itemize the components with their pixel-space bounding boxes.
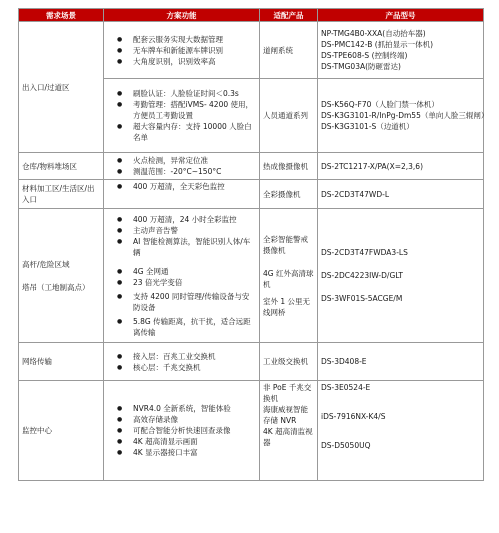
- model-cell: DS-2TC1217-X/PA(X=2,3,6): [318, 153, 484, 180]
- feature-item: ● 无车牌车和新能源车牌识别: [117, 45, 256, 56]
- feature-item: ● 23 倍光学变倍: [117, 277, 256, 288]
- features-cell: [104, 22, 260, 79]
- model-cell: DS-2CD3T47WD-L: [318, 180, 484, 209]
- product-text: 4G 红外高清球机: [263, 268, 314, 289]
- model-cell: [318, 209, 484, 343]
- model-text: iDS-7916NX-K4/S: [321, 412, 386, 421]
- model-text: DS-TMG03A(防砸雷达): [321, 62, 401, 71]
- table-row: [19, 209, 484, 343]
- table-row: [19, 22, 484, 79]
- feature-item: ● 4K 显示器接口丰富: [117, 447, 256, 458]
- model-text: DS-K56Q-F70（人脸门禁一体机）: [321, 100, 439, 109]
- model-text: DS-3WF01S-5ACGE/M: [321, 294, 403, 303]
- feature-item: ● 高效存储录像: [117, 414, 256, 425]
- product-text: 海康威视智能存储 NVR: [263, 405, 308, 425]
- feature-item: ● 核心层：千兆交换机: [117, 362, 256, 373]
- feature-item: ● 可配合智能分析快速回查录像: [117, 425, 256, 436]
- product-table-document: [18, 8, 489, 481]
- feature-item: ● 400 万超清，全天彩色监控: [117, 181, 256, 192]
- table-row: [19, 180, 484, 209]
- feature-item: ● 主动声音告警: [117, 225, 256, 236]
- model-text: DS-2CD3T47FWDA3-LS: [321, 248, 408, 257]
- header-scene: 需求场景: [19, 9, 104, 22]
- model-text: DS-K3G3101-S（边道机）: [321, 122, 414, 131]
- feature-item: ● 5.8G 传输距离，抗干扰，适合远距离传输: [117, 316, 256, 338]
- product-text: 全彩智能警戒摄像机: [263, 234, 308, 255]
- header-product: 适配产品: [260, 9, 318, 22]
- product-cell: 全彩摄像机: [260, 180, 318, 209]
- product-cell: 工业级交换机: [260, 343, 318, 381]
- feature-item: ● 配套云服务实现大数据管理: [117, 34, 256, 45]
- feature-item: ● AI 智能检测算法，智能识别人体/车辆: [117, 236, 256, 258]
- feature-item: ● NVR4.0 全新系统，智能体验: [117, 403, 256, 414]
- feature-item: ● 超大容量内存：支持 10000 人脸白名单: [117, 121, 256, 143]
- model-cell: [318, 381, 484, 481]
- table-header-row: [19, 9, 484, 22]
- features-cell: [104, 381, 260, 481]
- features-cell: [104, 79, 260, 153]
- features-cell: [104, 343, 260, 381]
- header-plan: 方案功能: [104, 9, 260, 22]
- model-text: DS-3E0524-E: [321, 383, 371, 392]
- feature-item: ● 火点检测，异常定位准: [117, 155, 256, 166]
- scene-cell: 网络传输: [19, 343, 104, 381]
- table-row: [19, 343, 484, 381]
- model-cell: [318, 79, 489, 153]
- product-cell: 人员通道系列: [260, 79, 318, 153]
- model-text: DS-D5050UQ: [321, 441, 371, 450]
- header-model: 产品型号: [318, 9, 484, 22]
- product-cell: 道闸系统: [260, 22, 318, 79]
- model-text: DS-PMC142-B (抓拍显示一体机): [321, 40, 434, 49]
- scene-cell: 出入口/过道区: [19, 22, 104, 153]
- feature-item: ● 考勤管理：搭配iVMS- 4200 使用，方便员工考勤设置: [117, 99, 256, 121]
- features-cell: [104, 209, 260, 343]
- scene-text: 塔吊（工地制高点）: [22, 282, 90, 292]
- product-cell: [260, 209, 318, 343]
- scene-text: 高杆/危险区域: [22, 259, 70, 269]
- model-cell: DS-3D408-E: [318, 343, 484, 381]
- scene-cell: [19, 209, 104, 343]
- table-row: [19, 381, 484, 481]
- model-cell: [318, 22, 484, 79]
- feature-item: ● 400 万超清，24 小时全彩监控: [117, 214, 256, 225]
- feature-item: ● 测温范围：-20°C~150°C: [117, 166, 256, 177]
- model-text: DS-2DC4223IW-D/GLT: [321, 271, 403, 280]
- product-table: [18, 8, 489, 481]
- feature-item: ● 4K 超高清显示画面: [117, 436, 256, 447]
- scene-cell: 材料加工区/生活区/出入口: [19, 180, 104, 209]
- table-row: [19, 153, 484, 180]
- product-text: 室外 1 公里无线网桥: [263, 296, 311, 317]
- feature-item: ● 4G 全网通: [117, 266, 256, 277]
- product-text: 4K 超高清监视器: [263, 427, 313, 447]
- model-text: NP-TMG4B0-XXA(自动抬车器): [321, 29, 426, 38]
- product-cell: 热成像摄像机: [260, 153, 318, 180]
- model-text: DS-K3G3101-R/InPg-Dm55（单向人脸三辊闸）: [321, 111, 489, 120]
- feature-item: ● 接入层：百兆工业交换机: [117, 351, 256, 362]
- feature-item: ● 刷脸认证：人脸验证时间＜0.3s: [117, 88, 256, 99]
- product-text: 非 PoE 千兆交换机: [263, 383, 312, 403]
- product-cell: [260, 381, 318, 481]
- features-cell: [104, 180, 260, 209]
- scene-cell: 仓库/物料堆场区: [19, 153, 104, 180]
- feature-item: ● 支持 4200 同时管理/传输设备与安防设备: [117, 291, 256, 313]
- feature-item: ● 大角度识别，识别效率高: [117, 56, 256, 67]
- features-cell: [104, 153, 260, 180]
- model-text: DS-TPE608-S (控制终端): [321, 51, 408, 60]
- scene-cell: 监控中心: [19, 381, 104, 481]
